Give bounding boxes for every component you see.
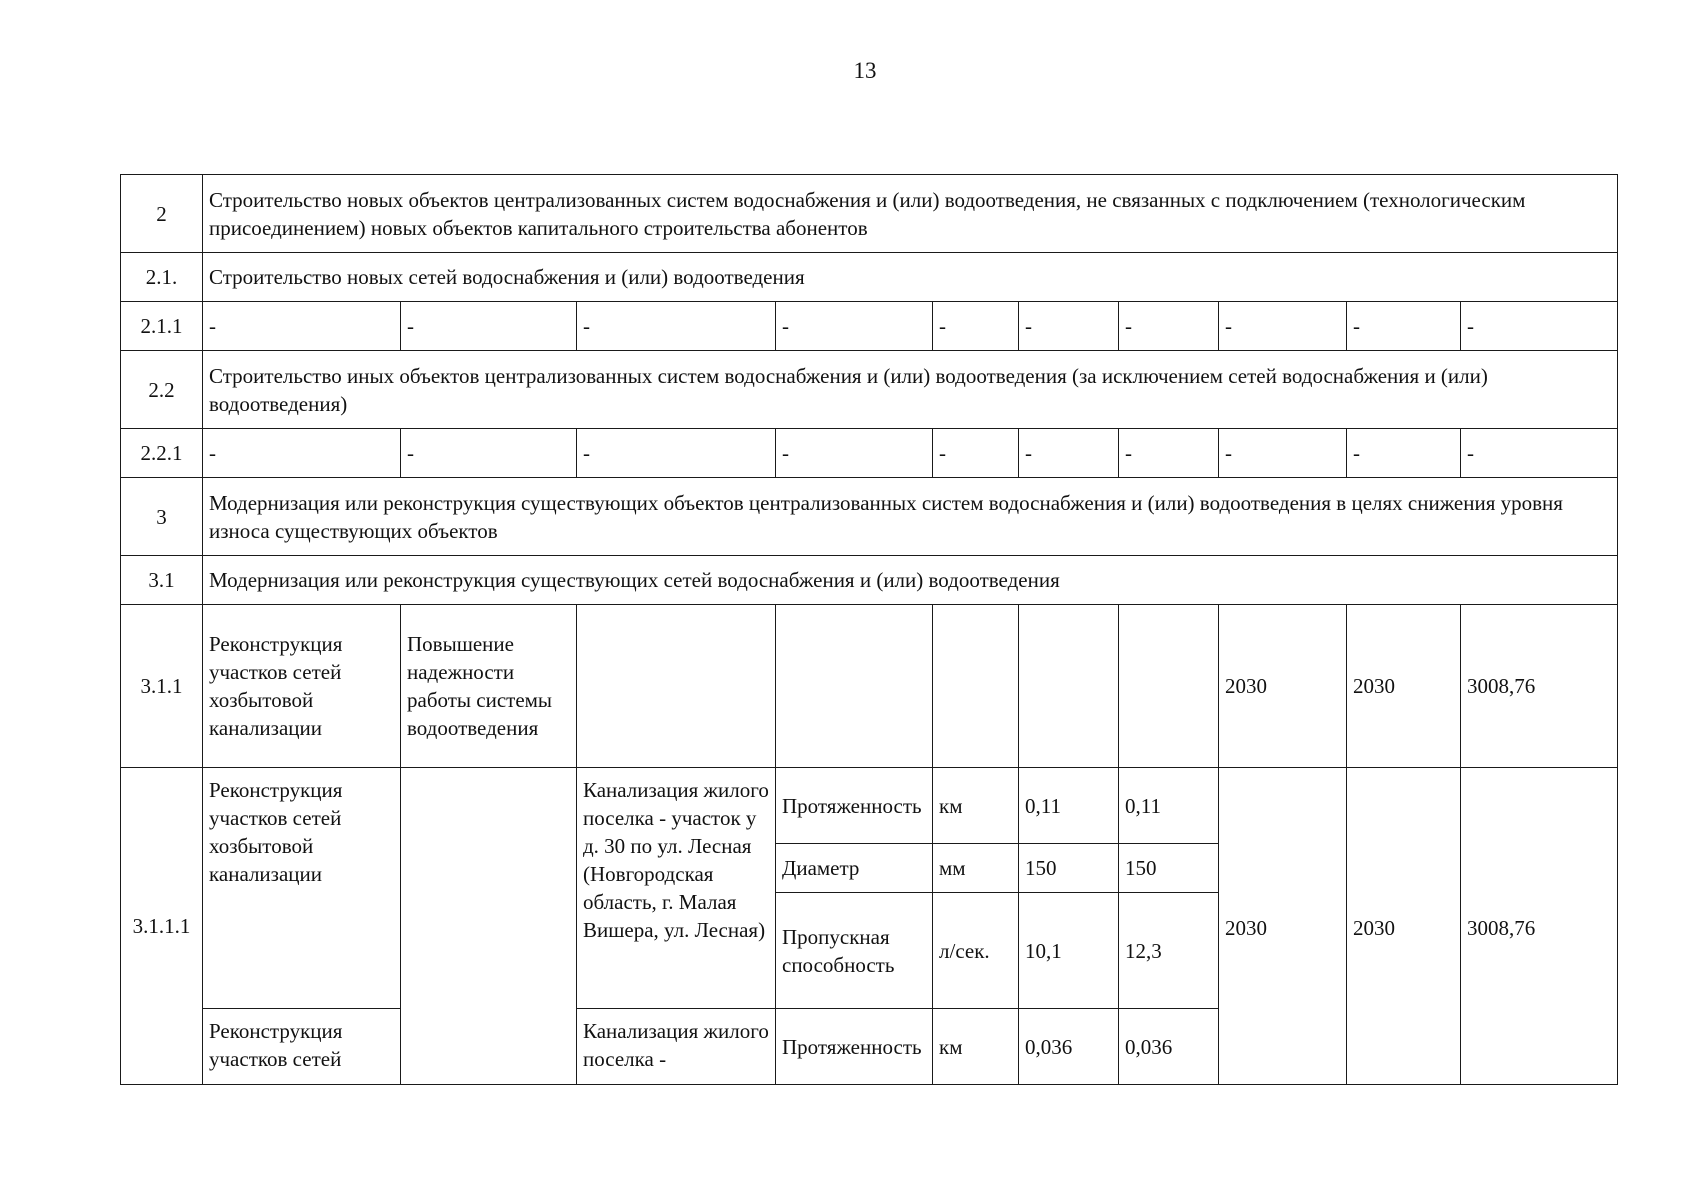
param-name: Протяженность	[776, 768, 933, 844]
row-number: 3	[121, 478, 203, 556]
table-cell	[577, 605, 776, 768]
table-cell: -	[933, 302, 1019, 351]
row-number: 2.1.	[121, 253, 203, 302]
param-after: 0,11	[1119, 768, 1219, 844]
table-cell: -	[776, 302, 933, 351]
project-purpose: Повышение надежности работы системы водоотведения	[401, 605, 577, 768]
table-cell: -	[401, 429, 577, 478]
table-cell: -	[776, 429, 933, 478]
table-row	[121, 175, 1618, 253]
table-cell: -	[1347, 429, 1461, 478]
param-before: 10,1	[1019, 893, 1119, 1009]
table-cell: -	[1461, 302, 1618, 351]
table-cell: -	[1119, 429, 1219, 478]
param-before: 0,11	[1019, 768, 1119, 844]
table-cell: -	[577, 302, 776, 351]
table-cell: -	[1019, 429, 1119, 478]
param-before: 0,036	[1019, 1009, 1119, 1085]
project-purpose	[401, 768, 577, 1085]
table-row	[121, 605, 1618, 768]
table-row	[121, 478, 1618, 556]
table-cell: -	[1219, 302, 1347, 351]
param-unit: л/сек.	[933, 893, 1019, 1009]
table-row	[121, 253, 1618, 302]
table-cell	[933, 605, 1019, 768]
project-cost: 3008,76	[1461, 768, 1618, 1085]
table-cell: -	[1119, 302, 1219, 351]
section-title: Строительство иных объектов централизованных систем водоснабжения и (или) водоотведения (за исключением сетей водоснабжения и (или) водоотведения)	[203, 351, 1618, 429]
object-description: Канализация жилого поселка -	[577, 1009, 776, 1085]
table-cell: -	[203, 302, 401, 351]
table-cell	[1019, 605, 1119, 768]
section-title: Модернизация или реконструкция существующих объектов централизованных систем водоснабжения и (или) водоотведения в целях снижения уровня износа существующих объектов	[203, 478, 1618, 556]
table-cell: -	[1347, 302, 1461, 351]
param-after: 12,3	[1119, 893, 1219, 1009]
section-title: Модернизация или реконструкция существующих сетей водоснабжения и (или) водоотведения	[203, 556, 1618, 605]
param-after: 150	[1119, 844, 1219, 893]
table-cell: -	[1019, 302, 1119, 351]
start-year: 2030	[1219, 605, 1347, 768]
project-name: Реконструкция участков сетей хозбытовой канализации	[203, 768, 401, 1009]
project-cost: 3008,76	[1461, 605, 1618, 768]
row-number: 2.1.1	[121, 302, 203, 351]
param-name: Протяженность	[776, 1009, 933, 1085]
param-unit: мм	[933, 844, 1019, 893]
table-cell: -	[577, 429, 776, 478]
start-year: 2030	[1219, 768, 1347, 1085]
row-number: 3.1.1.1	[121, 768, 203, 1085]
table-row	[121, 351, 1618, 429]
table-cell	[776, 605, 933, 768]
table-cell: -	[1461, 429, 1618, 478]
row-number: 3.1.1	[121, 605, 203, 768]
section-title: Строительство новых объектов централизованных систем водоснабжения и (или) водоотведения, не связанных с подключением (технологическим присоединением) новых объектов капитального строительства абонентов	[203, 175, 1618, 253]
project-name: Реконструкция участков сетей хозбытовой канализации	[203, 605, 401, 768]
table-row	[121, 429, 1618, 478]
object-description: Канализация жилого поселка - участок у д. 30 по ул. Лесная (Новгородская область, г. Малая Вишера, ул. Лесная)	[577, 768, 776, 1009]
section-title: Строительство новых сетей водоснабжения и (или) водоотведения	[203, 253, 1618, 302]
param-before: 150	[1019, 844, 1119, 893]
table-cell: -	[1219, 429, 1347, 478]
page-number: 13	[853, 58, 877, 83]
param-unit: км	[933, 768, 1019, 844]
end-year: 2030	[1347, 768, 1461, 1085]
table-row	[121, 768, 1618, 844]
param-unit: км	[933, 1009, 1019, 1085]
investment-program-table	[120, 174, 1618, 1085]
table-row	[121, 556, 1618, 605]
row-number: 2.2	[121, 351, 203, 429]
param-name: Диаметр	[776, 844, 933, 893]
param-name: Пропускная способность	[776, 893, 933, 1009]
row-number: 3.1	[121, 556, 203, 605]
table-cell: -	[933, 429, 1019, 478]
table-cell: -	[401, 302, 577, 351]
end-year: 2030	[1347, 605, 1461, 768]
table-cell: -	[203, 429, 401, 478]
param-after: 0,036	[1119, 1009, 1219, 1085]
row-number: 2.2.1	[121, 429, 203, 478]
row-number: 2	[121, 175, 203, 253]
table-row	[121, 302, 1618, 351]
project-name: Реконструкция участков сетей	[203, 1009, 401, 1085]
table-cell	[1119, 605, 1219, 768]
